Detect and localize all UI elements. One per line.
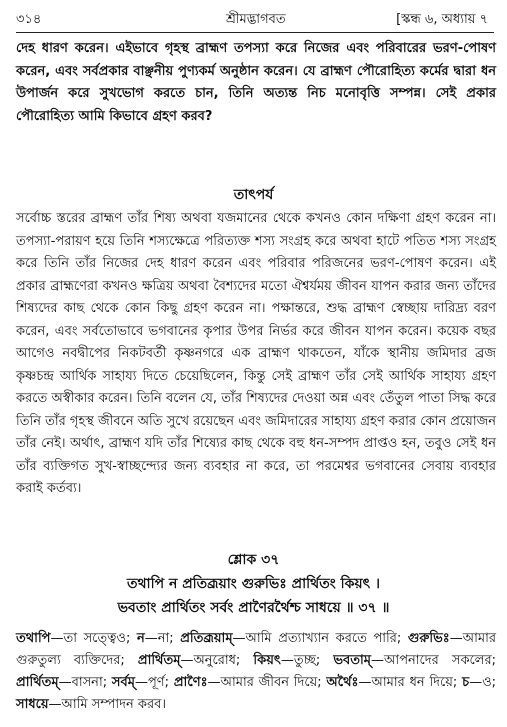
synonym-word: সাধয়ে xyxy=(16,697,49,712)
synonym-word: চ xyxy=(462,675,470,690)
verse-heading: শ্লোক ৩৭ xyxy=(227,552,280,568)
synonym-meaning: —আমার জীবন দিয়ে; xyxy=(207,675,327,690)
synonym-entry xyxy=(138,653,254,668)
synonym-meaning: —তুচ্ছ; xyxy=(280,653,334,668)
synonym-entry xyxy=(326,675,462,690)
synonym-entry xyxy=(16,631,137,646)
synonym-entry xyxy=(333,653,496,668)
synonym-entry xyxy=(112,675,174,690)
synonym-meaning: —আপনাদের সকলের; xyxy=(371,653,496,668)
synonym-meaning: —পূর্ণ; xyxy=(134,675,174,690)
synonym-word: তথাপি xyxy=(16,631,51,646)
synonym-entry xyxy=(137,631,180,646)
verse-line-1: তথাপি ন প্রতিব্রূয়াং গুরুভিঃ প্রার্থিতং কিয়ৎ । xyxy=(126,576,381,592)
synonym-meaning: —আমি সম্পাদন করব। xyxy=(48,697,167,712)
synonym-entry xyxy=(462,675,496,690)
synonym-meaning: —তা সত্ত্বেও; xyxy=(50,631,137,646)
synonym-meaning: —বাসনা; xyxy=(58,675,112,690)
synonym-word: গুরুভিঃ xyxy=(407,631,450,646)
synonym-word: ন xyxy=(136,631,145,646)
synonym-meaning: —ও; xyxy=(469,675,497,690)
synonym-meaning: —আমি প্রত্যাখ্যান করতে পারি; xyxy=(232,631,408,646)
page-header xyxy=(16,8,494,30)
synonym-word: অর্থৈঃ xyxy=(326,675,359,690)
synonym-word: প্রতিব্রূয়াম্ xyxy=(180,631,233,646)
synonym-word: প্রার্থিতম্ xyxy=(137,653,181,668)
synonym-word: প্রার্থিতম্ xyxy=(16,675,59,690)
synonym-word: কিয়ৎ xyxy=(253,653,281,668)
synonym-entry xyxy=(174,675,327,690)
synonym-meaning: —না; xyxy=(144,631,181,646)
synonym-entry xyxy=(16,675,112,690)
synonym-meaning: —অনুরোধ; xyxy=(180,653,254,668)
purport-text: সর্বোচ্চ স্তরের ব্রাহ্মণ তাঁর শিষ্য অথবা যজমানের থেকে কখনও কোন দক্ষিণা গ্রহণ করেন না। তপস্যা-পরায়ণ হয়ে তিনি শস্যক্ষেত্রে পরিত্যক্ত শস্য সংগ্রহ করে অথবা হাটে পতিত শস্য সংগ্রহ করে তিনি তাঁর নিজের দেহ ধারণ করেন এবং পরিবার পরিজনের ভরণ-পোষণ করেন। এই প্রকার ব্রাহ্মণেরা কখনও ক্ষত্রিয় অথবা বৈশ্যদের মতো ঐশ্বর্যময় জীবন যাপন করার জন্য তাঁদের শিষ্যদের কাছ থেকে কোন কিছু গ্রহণ করেন না। পক্ষান্তরে, শুদ্ধ ব্রাহ্মণ স্বেচ্ছায় দারিদ্র্য বরণ করেন, এবং সর্বতোভাবে ভগবানের কৃপার উপর নির্ভর করে জীবন যাপন করেন। কয়েক বছর আগেও নবদ্বীপের নিকটবর্তী কৃষ্ণনগরে এক ব্রাহ্মণ থাকতেন, যাঁকে স্থানীয় জমিদার ব্রজ কৃষ্ণচন্দ্র আর্থিক সাহায্য দিতে চেয়েছিলেন, কিন্তু সেই ব্রাহ্মণ তাঁর সেই আর্থিক সাহায্য গ্রহণ করতে অস্বীকার করেন। তিনি বলেন যে, তাঁর শিষ্যদের দেওয়া অন্ন এবং তেঁতুল পাতা সিদ্ধ করে তিনি তাঁর গৃহস্থ জীবনে অতি সুখে রয়েছেন এবং জমিদারের সাহায্য গ্রহণ করার কোন প্রয়োজন তাঁর নেই। অর্থাৎ, ব্রাহ্মণ যদি তাঁর শিষ্যের কাছ থেকে বহু ধন-সম্পদ প্রাপ্তও হন, তবুও সেই ধন তাঁর ব্যক্তিগত সুখ-স্বাচ্ছন্দ্যের জন্য ব্যবহার না করে, তা পরমেশ্বর ভগবানের সেবায় ব্যবহার করাই কর্তব্য। xyxy=(16,211,496,496)
page-number: ৩১৪ xyxy=(16,12,42,27)
synonym-entry xyxy=(16,697,166,712)
synonym-meaning: —আমার গুরুতুল্য ব্যক্তিদের; xyxy=(16,631,496,668)
chapter-reference: [স্কন্ধ ৬, অধ্যায় ৭ xyxy=(396,12,488,27)
synonym-entry xyxy=(180,631,408,646)
header-divider xyxy=(16,32,494,33)
synonym-meaning: —আমার ধন দিয়ে; xyxy=(358,675,463,690)
verse-line-2: ভবতাং প্রার্থিতং সর্বং প্রাণৈরর্থৈশ্চ সাধয়ে ॥ ৩৭ ॥ xyxy=(117,600,390,616)
translation-text: দেহ ধারণ করেন। এইভাবে গৃহস্থ ব্রাহ্মণ তপস্যা করে নিজের এবং পরিবারের ভরণ-পোষণ করেন, এবং সর্বপ্রকার বাঞ্ছনীয় পুণ্যকর্ম অনুষ্ঠান করেন। যে ব্রাহ্মণ পৌরোহিত্য কর্মের দ্বারা ধন উপার্জন করে সুখভোগ করতে চান, তিনি অত্যন্ত নিচ মনোবৃত্তি সম্পন্ন। সেই প্রকার পৌরোহিত্য আমি কিভাবে গ্রহণ করব? xyxy=(16,41,496,124)
synonym-entry xyxy=(253,653,333,668)
synonym-word: ভবতাম্ xyxy=(333,653,372,668)
synonym-word: প্রাণৈঃ xyxy=(173,675,208,690)
book-title: শ্রীমদ্ভাগবত xyxy=(226,12,286,27)
synonyms-block xyxy=(16,628,496,716)
purport-heading: তাৎপর্য xyxy=(233,187,274,203)
synonym-word: সর্বম্ xyxy=(111,675,135,690)
